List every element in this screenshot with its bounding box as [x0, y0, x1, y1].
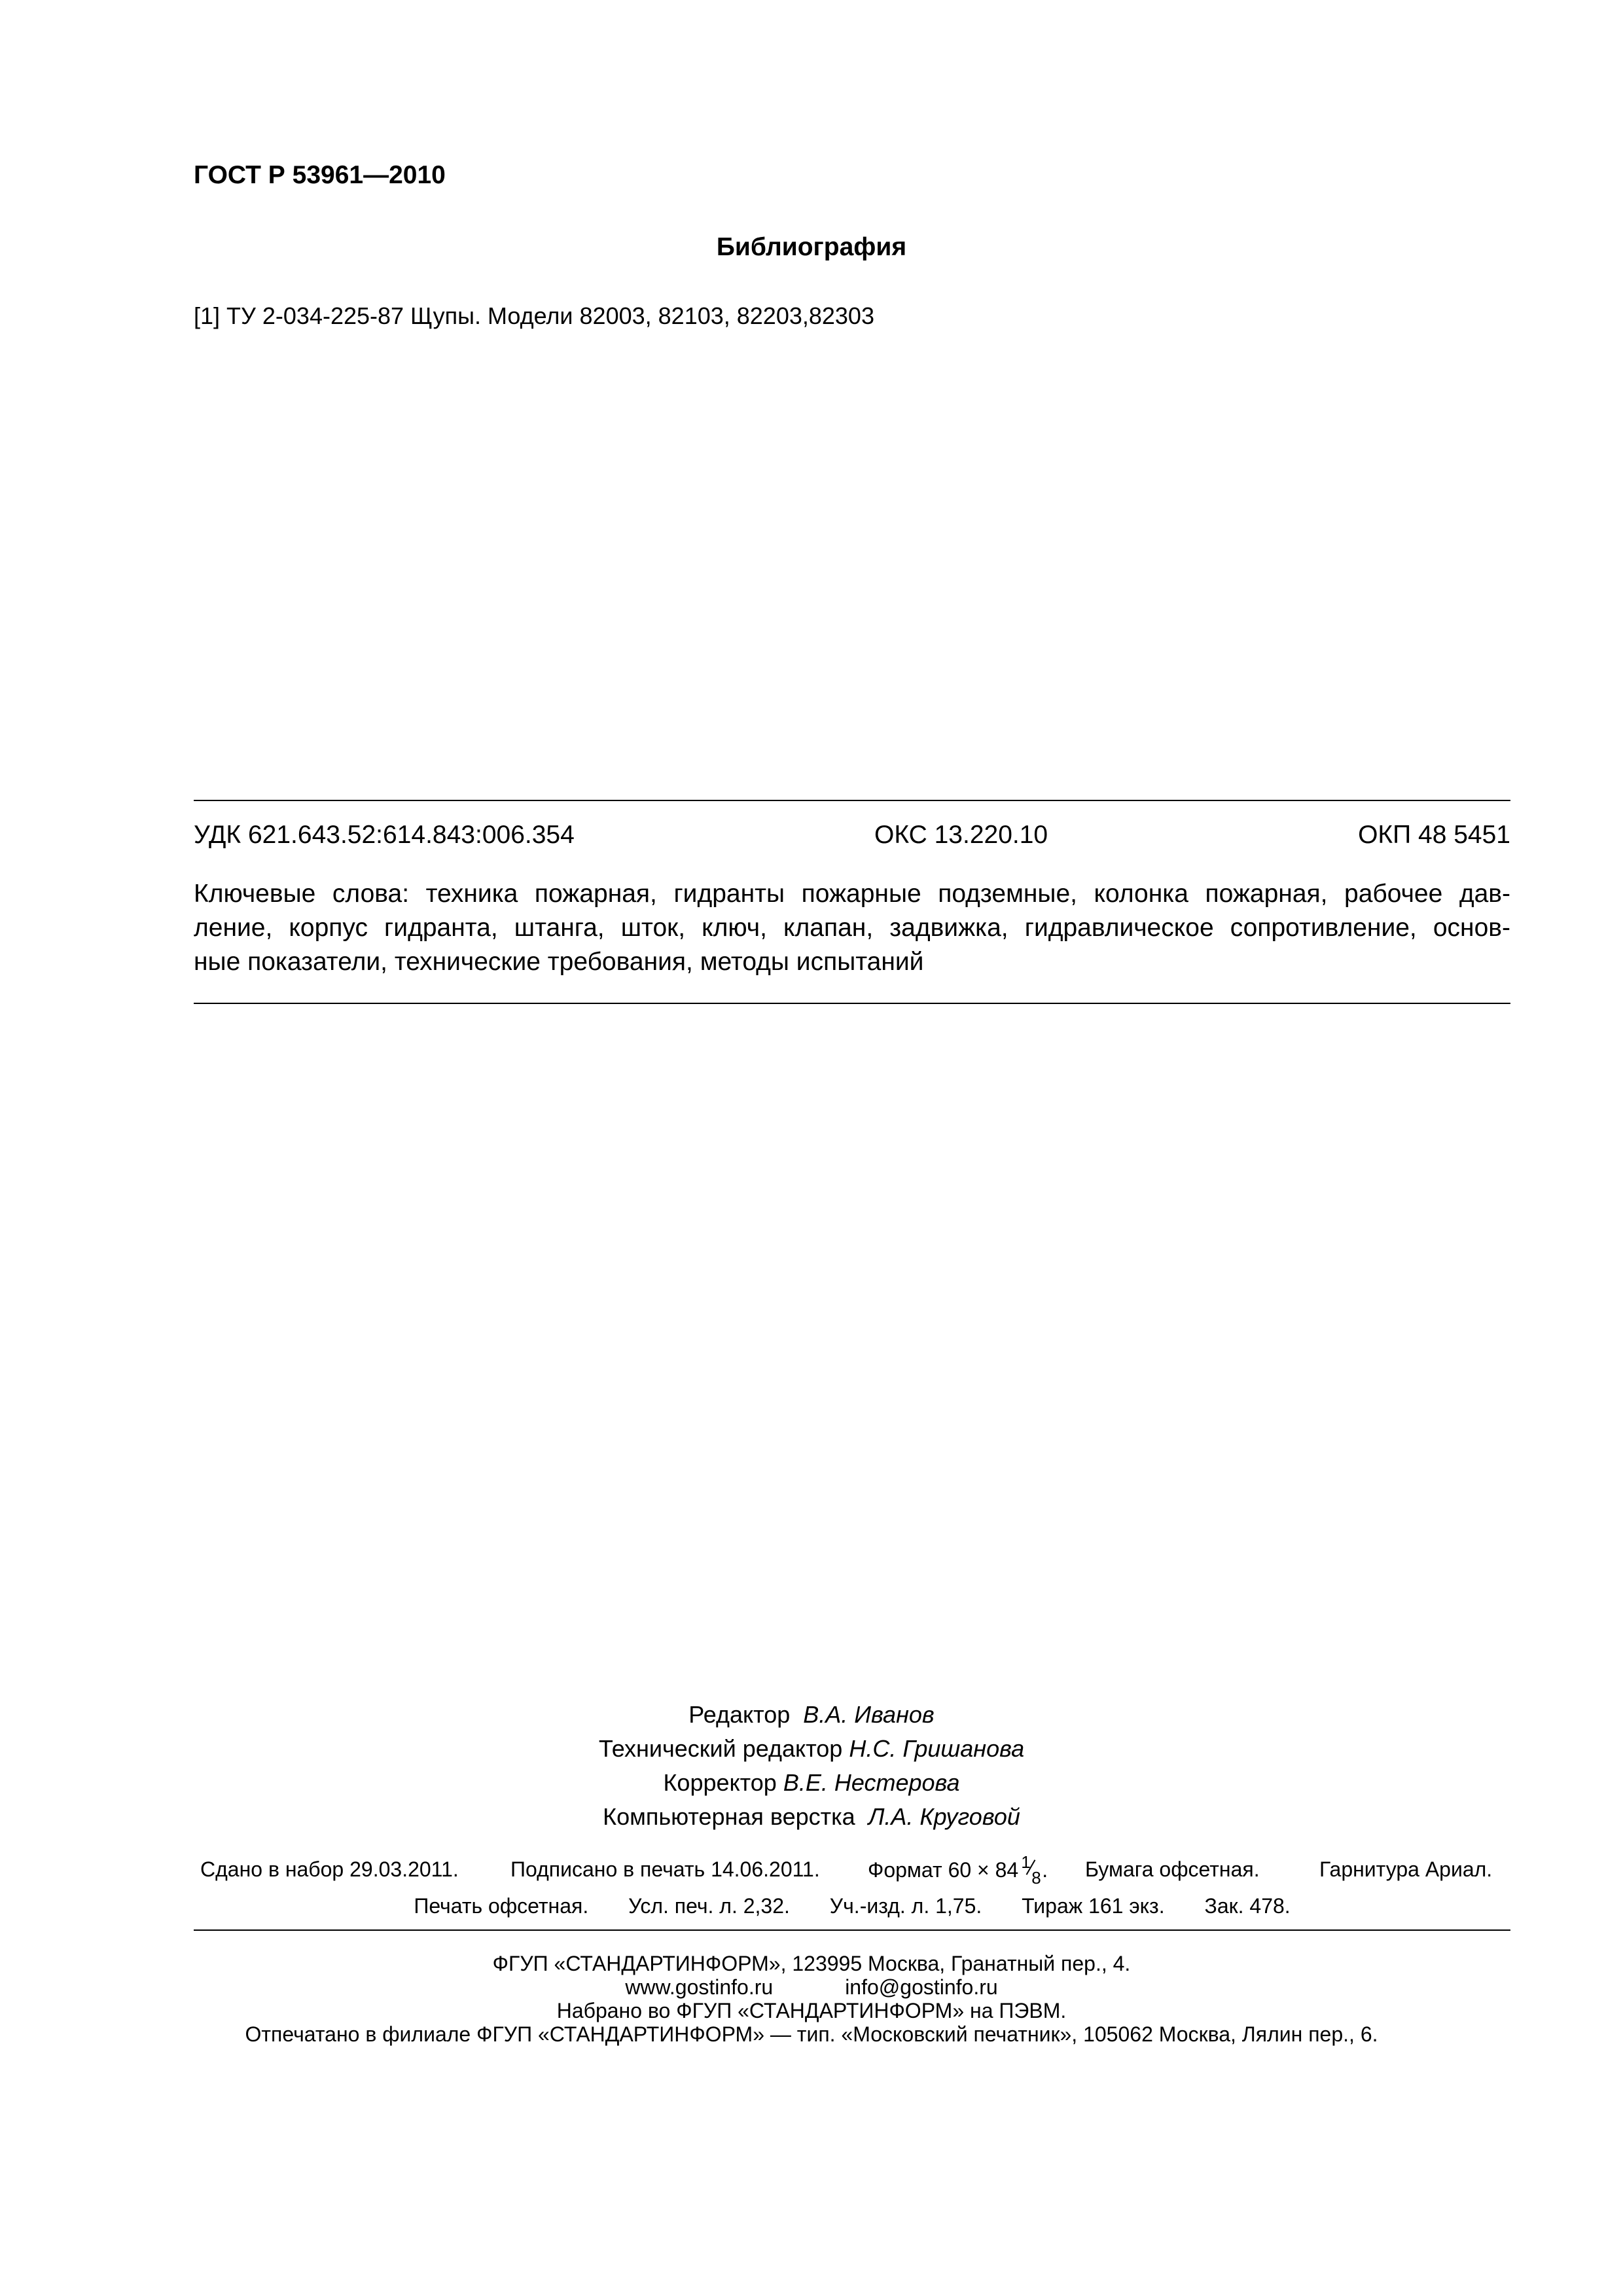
credit-layout-name: Л.А. Круговой — [868, 1803, 1020, 1830]
oks-code: ОКС 13.220.10 — [874, 821, 1048, 849]
imprint-printing: Печать офсетная. — [414, 1894, 589, 1918]
divider-keywords — [194, 1003, 1510, 1004]
publisher-address: ФГУП «СТАНДАРТИНФОРМ», 123995 Москва, Гранатный пер., 4. — [492, 1952, 1131, 1975]
imprint-pub-sheets: Уч.-изд. л. 1,75. — [829, 1894, 982, 1918]
credit-layout — [0, 1800, 1623, 1834]
okp-code: ОКП 48 5451 — [1358, 821, 1510, 849]
divider-imprint — [194, 1929, 1510, 1931]
bibliography-entry: [1] ТУ 2-034-225-87 Щупы. Модели 82003, 82103, 82203,82303 — [194, 302, 874, 329]
classification-row — [194, 821, 1510, 853]
imprint-format-suffix: . — [1042, 1858, 1048, 1882]
imprint-format — [868, 1852, 1048, 1888]
publisher-typeset: Набрано во ФГУП «СТАНДАРТИНФОРМ» на ПЭВМ. — [556, 1999, 1067, 2022]
credit-tech-editor-label: Технический редактор — [598, 1735, 843, 1762]
keywords-block — [194, 877, 1510, 979]
publisher-contacts — [0, 1975, 1623, 1999]
credits-block — [0, 1698, 1623, 1834]
imprint-print-sheets: Усл. печ. л. 2,32. — [628, 1894, 790, 1918]
imprint-paper: Бумага офсетная. — [1085, 1857, 1260, 1881]
imprint-submitted: Сдано в набор 29.03.2011. — [200, 1857, 459, 1881]
credit-editor — [0, 1698, 1623, 1732]
keywords-line: ление, корпус гидранта, штанга, шток, ключ, клапан, задвижка, гидравлическое сопротивление, основ- — [194, 914, 1510, 942]
credit-corrector — [0, 1766, 1623, 1800]
imprint-order: Зак. 478. — [1204, 1894, 1291, 1918]
publisher-block — [0, 1952, 1623, 2046]
format-denominator: 8 — [1031, 1868, 1041, 1888]
imprint-format-prefix: Формат 60 × 84 — [868, 1858, 1019, 1882]
imprint-circulation: Тираж 161 экз. — [1022, 1894, 1165, 1918]
imprint-row-2 — [194, 1894, 1510, 1918]
format-numerator: 1 — [1021, 1852, 1031, 1872]
credit-layout-label: Компьютерная верстка — [603, 1803, 855, 1830]
imprint-typeface: Гарнитура Ариал. — [1319, 1857, 1493, 1881]
credit-tech-editor — [0, 1732, 1623, 1766]
imprint-signed: Подписано в печать 14.06.2011. — [510, 1857, 820, 1881]
document-id: ГОСТ Р 53961—2010 — [194, 161, 446, 189]
publisher-printed: Отпечатано в филиале ФГУП «СТАНДАРТИНФОРМ» — тип. «Московский печатник», 105062 Москва, Лялин пер., 6. — [245, 2022, 1378, 2046]
bibliography-heading: Библиография — [716, 233, 907, 261]
credit-editor-label: Редактор — [688, 1701, 791, 1728]
credit-tech-editor-name: Н.С. Гришанова — [849, 1735, 1025, 1762]
credit-editor-name: В.А. Иванов — [803, 1701, 935, 1728]
keywords-line: ные показатели, технические требования, методы испытаний — [194, 948, 924, 976]
publisher-website: www.gostinfo.ru — [625, 1975, 774, 1999]
divider-top — [194, 800, 1510, 801]
udk-code: УДК 621.643.52:614.843:006.354 — [194, 821, 575, 849]
credit-corrector-label: Корректор — [663, 1769, 777, 1796]
credit-corrector-name: В.Е. Нестерова — [783, 1769, 960, 1796]
format-fraction — [1018, 1852, 1042, 1888]
publisher-email: info@gostinfo.ru — [845, 1975, 998, 1999]
keywords-line: Ключевые слова: техника пожарная, гидранты пожарные подземные, колонка пожарная, рабочее дав- — [194, 880, 1510, 908]
